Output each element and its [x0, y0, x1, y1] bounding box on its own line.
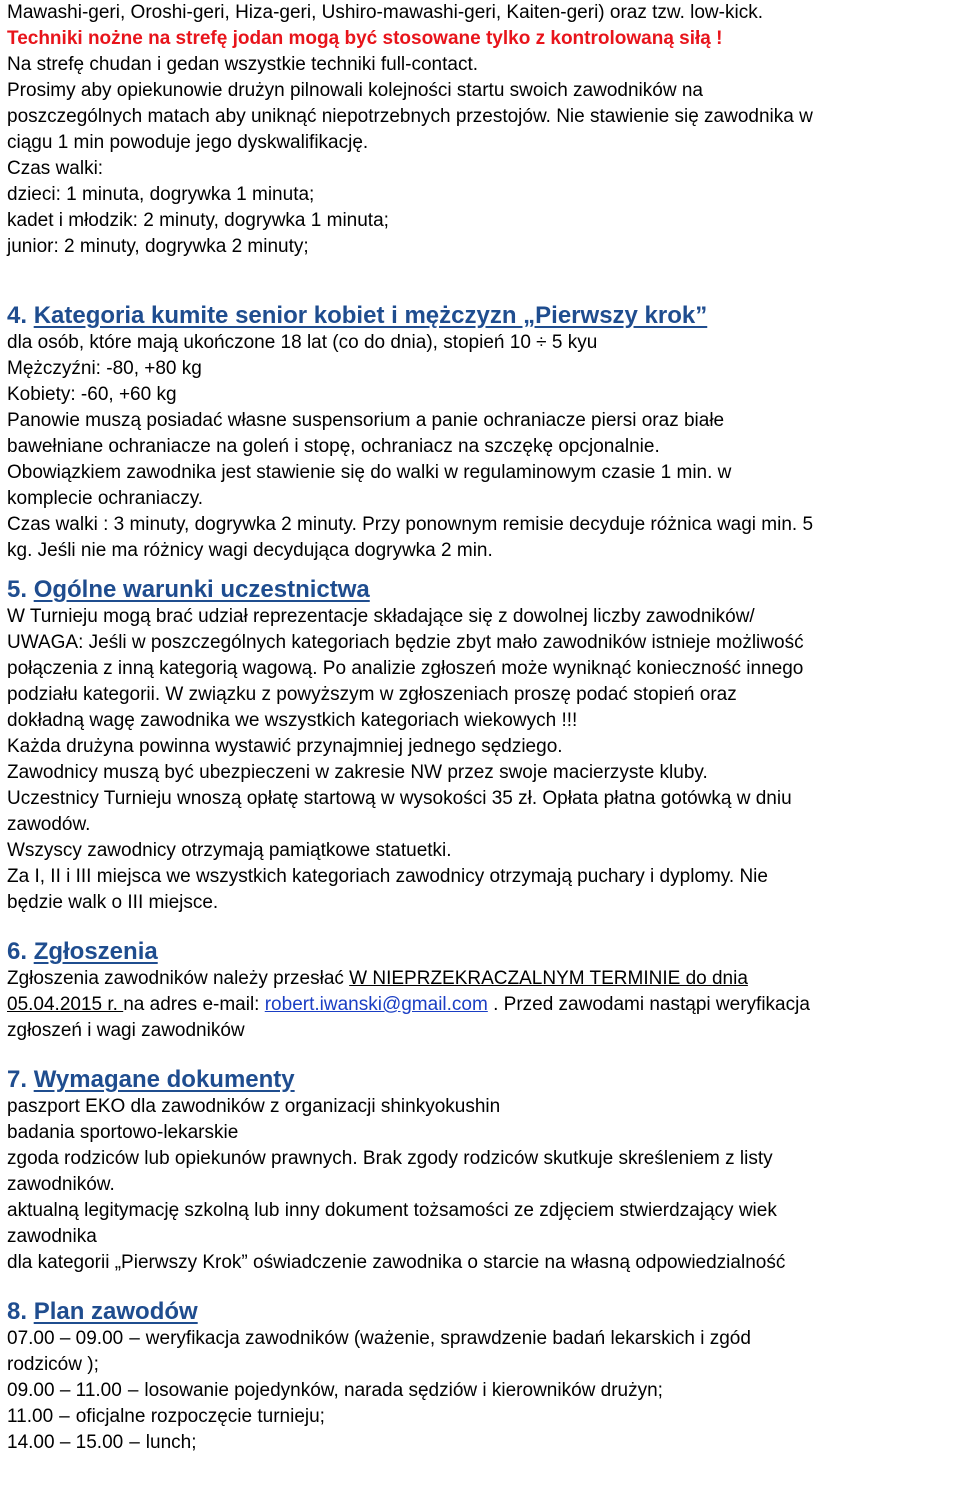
- text-line: będzie walk o III miejsce.: [7, 892, 219, 913]
- text-line: podziału kategorii. W związku z powyższym w zgłoszeniach proszę podać stopień oraz: [7, 684, 737, 705]
- section-heading: [7, 1066, 954, 1094]
- schedule-item: [7, 1352, 954, 1378]
- text-span: Zgłoszenia zawodników należy przesłać: [7, 968, 350, 989]
- section-title: Plan zawodów: [33, 1298, 198, 1325]
- section-5: [7, 576, 954, 916]
- text-line: dokładną wagę zawodnika we wszystkich kategoriach wiekowych !!!: [7, 710, 578, 731]
- section-number: 4.: [7, 302, 28, 329]
- email-link[interactable]: robert.iwanski@gmail.com: [264, 994, 488, 1015]
- section-title: Ogólne warunki uczestnictwa: [33, 576, 370, 603]
- text-line: zawodników.: [7, 1174, 115, 1195]
- section-heading: [7, 938, 954, 966]
- text-line: zgoda rodziców lub opiekunów prawnych. Brak zgody rodziców skutkuje skreśleniem z listy: [7, 1148, 773, 1169]
- text-line: [7, 992, 954, 1018]
- section-title: Zgłoszenia: [33, 938, 158, 965]
- schedule-time: 07.00 – 09.00: [7, 1328, 124, 1349]
- text-line: Czas walki:: [7, 158, 104, 179]
- text-line: Panowie muszą posiadać własne suspensorium a panie ochraniacze piersi oraz białe: [7, 410, 725, 431]
- text-line: Prosimy aby opiekunowie drużyn pilnowali kolejności startu swoich zawodników na: [7, 80, 703, 101]
- deadline-text: W NIEPRZEKRACZALNYM TERMINIE do dnia: [349, 968, 748, 989]
- section-4: [7, 302, 954, 564]
- text-span: na adres e-mail:: [123, 994, 265, 1015]
- text-line: bawełniane ochraniacze na goleń i stopę, ochraniacz na szczękę opcjonalnie.: [7, 436, 660, 457]
- schedule-item: [7, 1326, 954, 1352]
- text-line: kadet i młodzik: 2 minuty, dogrywka 1 minuta;: [7, 210, 389, 231]
- section-7: [7, 1066, 954, 1276]
- section-number: 8.: [7, 1298, 28, 1325]
- text-line: Na strefę chudan i gedan wszystkie techniki full-contact.: [7, 54, 479, 75]
- text-line: paszport EKO dla zawodników z organizacji shinkyokushin: [7, 1096, 501, 1117]
- deadline-date: 05.04.2015 r.: [7, 994, 124, 1015]
- text-line: dla kategorii „Pierwszy Krok” oświadczenie zawodnika o starcie na własną odpowiedzialność: [7, 1252, 786, 1273]
- text-line: komplecie ochraniaczy.: [7, 488, 204, 509]
- schedule-dash: –: [129, 1432, 140, 1453]
- text-line: aktualną legitymację szkolną lub inny dokument tożsamości ze zdjęciem stwierdzający wiek: [7, 1200, 777, 1221]
- text-line: kg. Jeśli nie ma różnicy wagi decydująca dogrywka 2 min.: [7, 540, 493, 561]
- text-line: Uczestnicy Turnieju wnoszą opłatę startową w wysokości 35 zł. Opłata płatna gotówką w dniu: [7, 788, 792, 809]
- schedule-desc: losowanie pojedynków, narada sędziów i kierowników drużyn;: [144, 1380, 663, 1401]
- text-line: UWAGA: Jeśli w poszczególnych kategoriach będzie zbyt mało zawodników istnieje możliwość: [7, 632, 804, 653]
- section-heading: [7, 576, 954, 604]
- schedule-time: 09.00 – 11.00: [7, 1380, 122, 1401]
- schedule-time: 14.00 – 15.00: [7, 1432, 124, 1453]
- text-line: Czas walki : 3 minuty, dogrywka 2 minuty. Przy ponownym remisie decyduje różnica wagi min. 5: [7, 514, 814, 535]
- text-line: zawodów.: [7, 814, 91, 835]
- text-line: Wszyscy zawodnicy otrzymają pamiątkowe statuetki.: [7, 840, 452, 861]
- section-title: Wymagane dokumenty: [33, 1066, 295, 1093]
- text-line: junior: 2 minuty, dogrywka 2 minuty;: [7, 236, 309, 257]
- section-8: [7, 1298, 954, 1456]
- section-number: 5.: [7, 576, 28, 603]
- intro-section: [7, 0, 954, 260]
- schedule-desc: oficjalne rozpoczęcie turnieju;: [75, 1406, 325, 1427]
- text-line: Mężczyźni: -80, +80 kg: [7, 358, 202, 379]
- text-span: . Przed zawodami nastąpi weryfikacja: [487, 994, 810, 1015]
- text-line: dzieci: 1 minuta, dogrywka 1 minuta;: [7, 184, 315, 205]
- text-line: ciągu 1 min powoduje jego dyskwalifikację.: [7, 132, 369, 153]
- text-line: W Turnieju mogą brać udział reprezentacje składające się z dowolnej liczby zawodników/: [7, 606, 755, 627]
- section-heading: [7, 1298, 954, 1326]
- text-line: Kobiety: -60, +60 kg: [7, 384, 177, 405]
- text-line: połączenia z inną kategorią wagową. Po analizie zgłoszeń może wyniknąć konieczność innego: [7, 658, 804, 679]
- schedule-dash: –: [127, 1380, 139, 1401]
- text-line: dla osób, które mają ukończone 18 lat (co do dnia), stopień 10 ÷ 5 kyu: [7, 332, 598, 353]
- section-number: 6.: [7, 938, 28, 965]
- schedule-item: [7, 1404, 954, 1430]
- text-line: zawodnika: [7, 1226, 97, 1247]
- text-line: badania sportowo-lekarskie: [7, 1122, 239, 1143]
- section-number: 7.: [7, 1066, 28, 1093]
- section-heading: [7, 302, 954, 330]
- schedule-item: [7, 1378, 954, 1404]
- schedule-desc: weryfikacja zawodników (ważenie, sprawdzenie badań lekarskich i zgód: [145, 1328, 751, 1349]
- text-line: Obowiązkiem zawodnika jest stawienie się do walki w regulaminowym czasie 1 min. w: [7, 462, 732, 483]
- text-line: Zawodnicy muszą być ubezpieczeni w zakresie NW przez swoje macierzyste kluby.: [7, 762, 708, 783]
- section-6: [7, 938, 954, 1044]
- section-title: Kategoria kumite senior kobiet i mężczyzn „Pierwszy krok”: [33, 302, 708, 329]
- schedule-time: 11.00: [7, 1406, 54, 1427]
- text-line: Mawashi-geri, Oroshi-geri, Hiza-geri, Ushiro-mawashi-geri, Kaiten-geri) oraz tzw. low-kick.: [7, 2, 763, 23]
- schedule-dash: –: [129, 1328, 140, 1349]
- schedule-desc: rodziców );: [7, 1354, 99, 1375]
- schedule-desc: lunch;: [145, 1432, 197, 1453]
- text-line: Za I, II i III miejsca we wszystkich kategoriach zawodnicy otrzymają puchary i dyplomy. Nie: [7, 866, 768, 887]
- text-line: Każda drużyna powinna wystawić przynajmniej jednego sędziego.: [7, 736, 563, 757]
- text-line: poszczególnych matach aby uniknąć niepotrzebnych przestojów. Nie stawienie się zawodnika w: [7, 106, 813, 127]
- text-line: [7, 966, 954, 992]
- warning-line: Techniki nożne na strefę jodan mogą być stosowane tylko z kontrolowaną siłą !: [7, 28, 723, 49]
- schedule-dash: –: [59, 1406, 70, 1427]
- schedule-item: [7, 1430, 954, 1456]
- text-line: zgłoszeń i wagi zawodników: [7, 1020, 245, 1041]
